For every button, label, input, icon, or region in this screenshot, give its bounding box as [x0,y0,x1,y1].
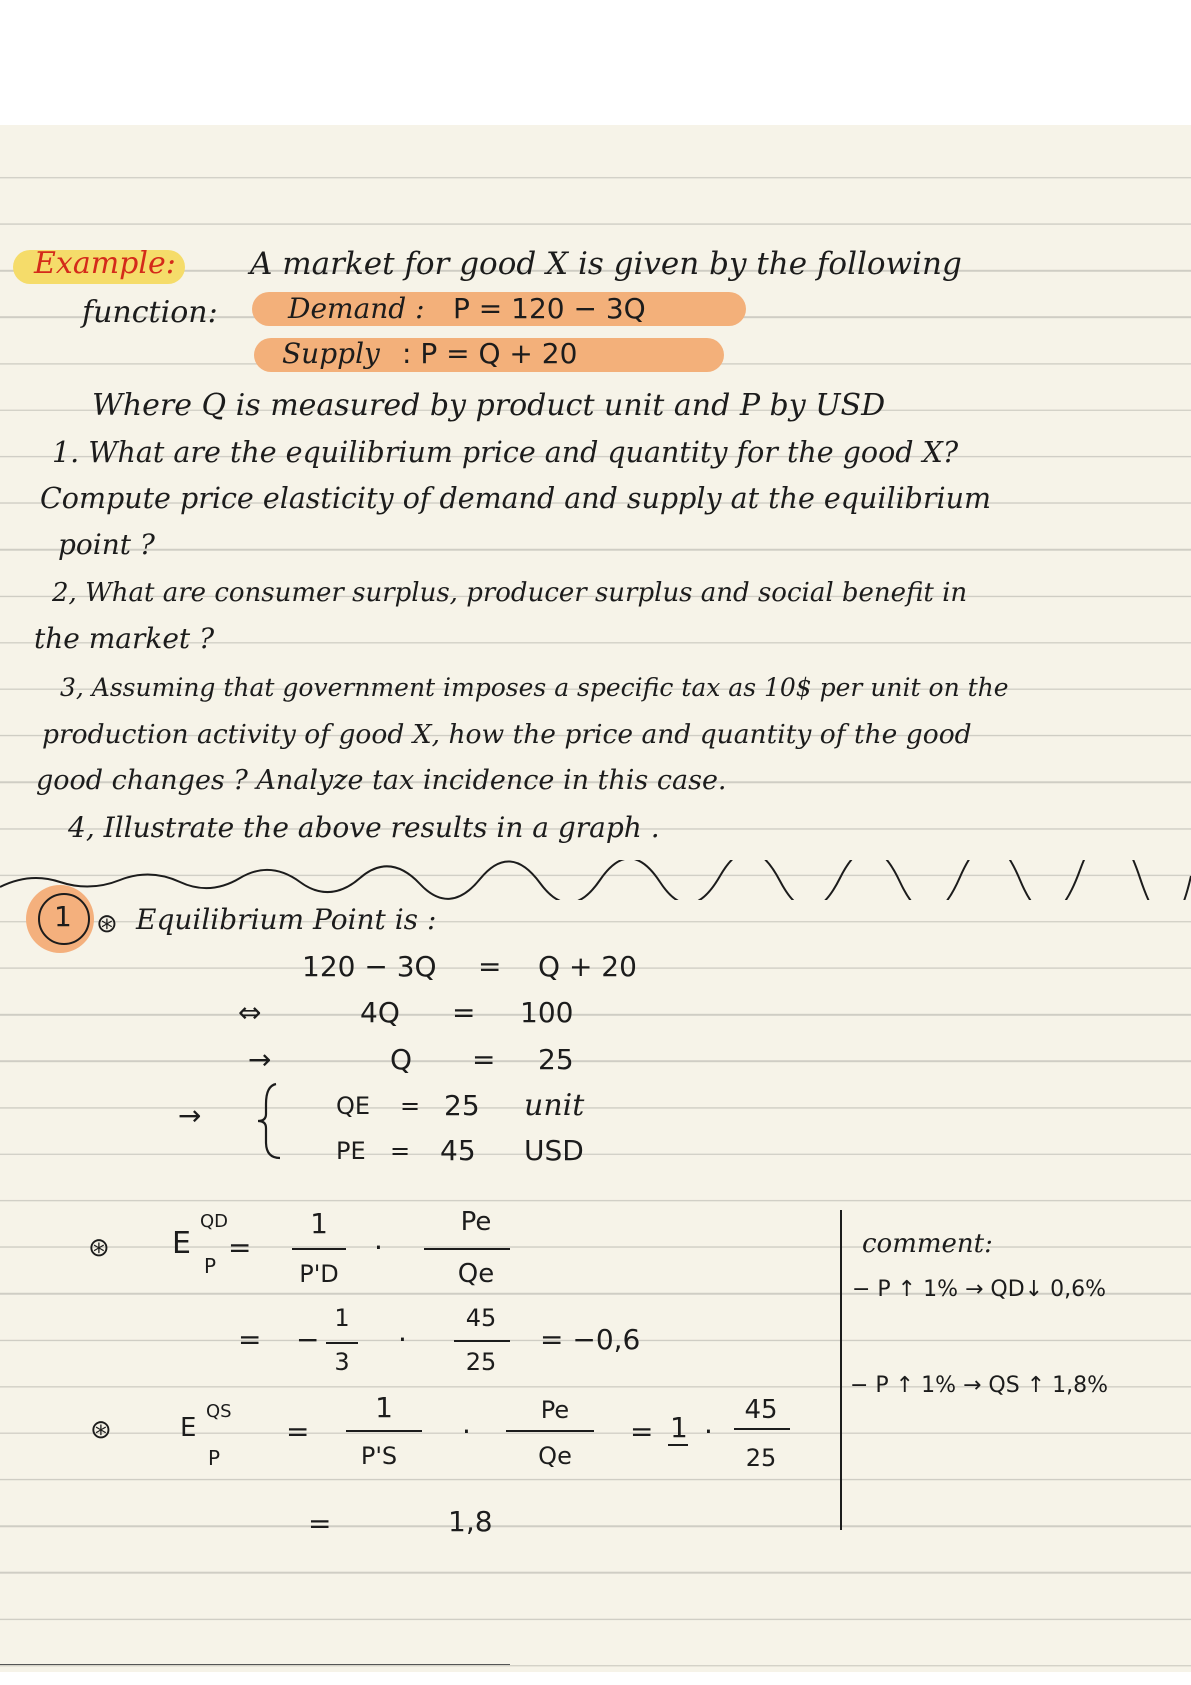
ed-frac2-num: Pe [460,1207,492,1237]
step-1-lhs: 120 − 3Q [302,950,437,983]
example-intro: A market for good X is given by the following [250,246,962,282]
ed-line2-frac-bar [454,1340,510,1342]
ed-line2-minus: − [296,1323,320,1356]
question-3-line-1: 3, Assuming that government imposes a specific tax as 10$ per unit on the [60,673,1009,702]
solution-number: 1 [54,900,72,933]
ed-superscript: QD [200,1211,229,1232]
star-bullet-icon: ⊛ [90,1415,112,1445]
equilibrium-heading: Equilibrium Point is : [136,903,437,936]
wavy-separator [0,860,1191,900]
step-1-rhs: Q + 20 [538,950,637,983]
ed-frac1-den: P'D [299,1260,339,1288]
question-2-line-1: 2, What are consumer surplus, producer surplus and social benefit in [52,578,968,608]
result-pe-unit: USD [524,1134,584,1167]
comment-title: comment: [862,1229,993,1259]
comment-line-1: − P ↑ 1% → QD↓ 0,6% [852,1277,1107,1302]
step-3-rhs: 25 [538,1043,574,1076]
es-frac2-bar [506,1430,594,1432]
question-1-line-3: point ? [58,528,155,561]
result-brace [252,1080,284,1162]
step-3-arrow: → [248,1043,272,1076]
step-2-rhs: 100 [520,996,574,1029]
question-4: 4, Illustrate the above results in a graph . [68,811,660,844]
es-one-underline [668,1444,688,1446]
question-2-line-2: the market ? [34,622,215,655]
es-frac3-bar [734,1428,790,1430]
es-eq2: = [630,1415,654,1448]
result-pe-symbol: PE [336,1137,366,1165]
star-bullet-icon: ⊛ [88,1233,110,1263]
supply-equation: : P = Q + 20 [402,337,578,370]
es-frac1-bar [346,1430,422,1432]
where-line: Where Q is measured by product unit and P by USD [92,388,886,423]
step-2-lhs: 4Q [360,996,400,1029]
question-1-line-2: Compute price elasticity of demand and supply at the equilibrium [40,482,992,515]
es-frac2-den: Qe [538,1442,572,1470]
es-frac3-num: 45 [744,1395,778,1425]
es-line2-eq: = [308,1507,332,1540]
demand-label: Demand : [288,292,425,325]
question-1-line-1: 1. What are the equilibrium price and quantity for the good X? [52,436,959,469]
es-frac1-num: 1 [375,1391,393,1424]
comment-line-2: − P ↑ 1% → QS ↑ 1,8% [850,1373,1109,1398]
ed-line2-dot: · [398,1323,407,1356]
ed-eq: = [228,1231,252,1264]
es-frac2-num: Pe [540,1396,570,1424]
es-subscript: P [208,1446,221,1470]
example-label: Example: [34,246,176,281]
comment-divider [840,1210,842,1530]
es-frac1-den: P'S [360,1442,398,1470]
ed-symbol: E [172,1226,191,1261]
result-qe-symbol: QE [336,1092,371,1120]
ed-line2-num: 1 [334,1304,350,1332]
step-3-eq: = [472,1043,496,1076]
ed-frac1-num: 1 [310,1207,328,1240]
es-eq: = [286,1415,310,1448]
ed-frac1-bar [292,1248,346,1250]
step-1-eq: = [478,950,502,983]
result-pe-value: 45 [440,1134,476,1167]
es-symbol: E [180,1413,197,1443]
step-2-arrow: ⇔ [238,996,262,1029]
ed-frac2-den: Qe [457,1259,495,1289]
question-3-line-3: good changes ? Analyze tax incidence in this case. [36,765,727,796]
question-3-line-2: production activity of good X, how the price and quantity of the good [42,719,972,750]
ed-line2-eq: = [238,1323,262,1356]
es-dot: · [462,1415,471,1448]
demand-equation: P = 120 − 3Q [453,292,646,325]
function-label: function: [82,295,218,330]
es-superscript: QS [206,1401,232,1422]
result-qe-unit: unit [524,1088,585,1123]
result-pe-eq: = [390,1137,411,1165]
es-frac3-den: 25 [745,1444,777,1472]
result-qe-value: 25 [444,1089,480,1122]
step-3-lhs: Q [390,1043,413,1076]
supply-label: Supply [282,337,380,370]
step-2-eq: = [452,996,476,1029]
page-bottom-rule [0,1664,510,1665]
result-qe-eq: = [400,1092,421,1120]
ed-frac2-bar [424,1248,510,1250]
ed-dot: · [374,1231,383,1264]
star-bullet-icon: ⊛ [96,909,118,939]
ed-line2-den: 3 [334,1348,350,1376]
es-one: 1 [670,1411,688,1444]
ed-line2-frac-num: 45 [465,1304,497,1332]
result-arrow: → [178,1099,202,1132]
es-dot2: · [704,1415,713,1448]
es-result: 1,8 [448,1505,493,1538]
ed-line2-frac-den: 25 [465,1348,497,1376]
ed-result: = −0,6 [540,1323,641,1356]
ed-subscript: P [204,1254,217,1278]
